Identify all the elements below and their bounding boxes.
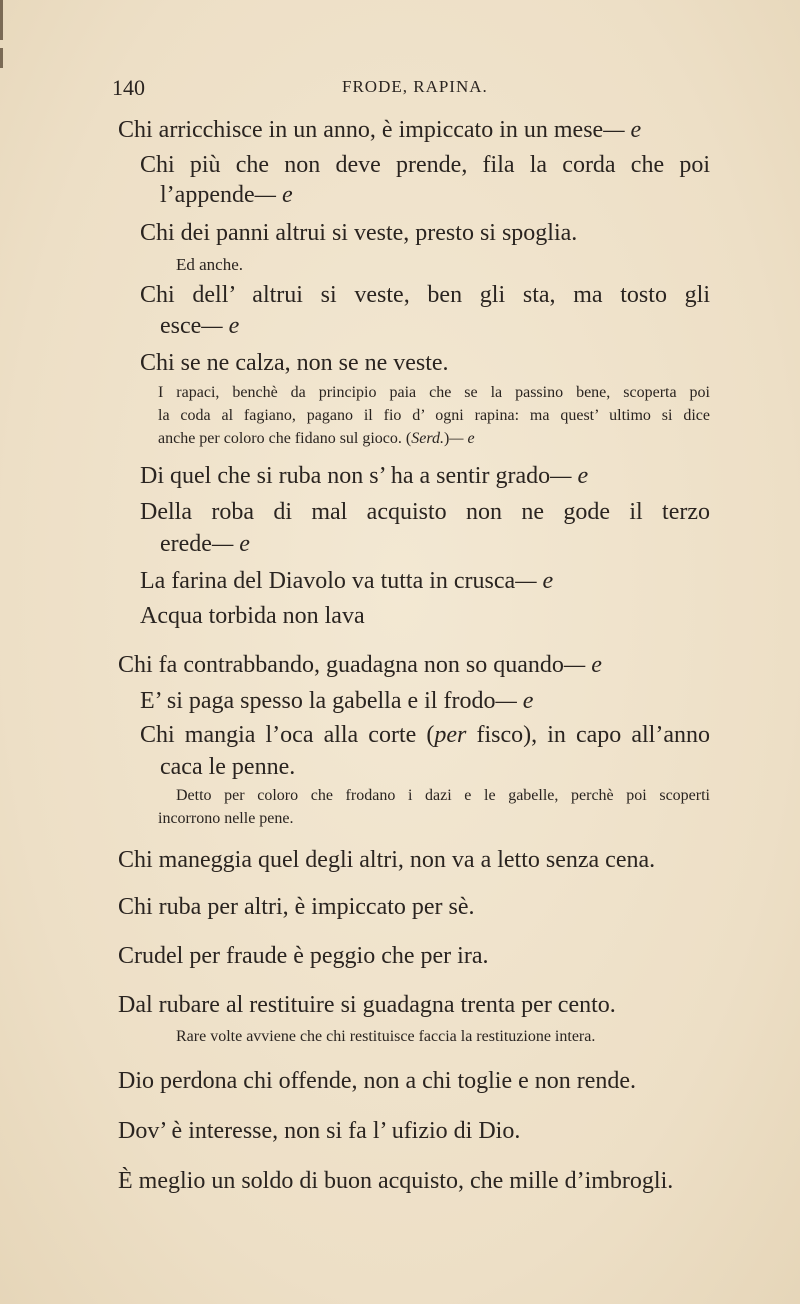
page-edge-mark: [0, 0, 3, 40]
variant-mark: — e: [254, 182, 293, 208]
proverb-line: Acqua torbida non lava: [140, 603, 365, 629]
proverb-line: esce— e: [160, 313, 240, 339]
variant-mark: — e: [563, 652, 602, 678]
variant-mark: — e: [515, 568, 554, 594]
page-header: [112, 75, 712, 105]
proverb-line: La farina del Diavolo va tutta in crusca— e: [140, 568, 554, 594]
proverb-line: Chi mangia l’oca alla corte (per fisco), in capo all’anno: [140, 722, 710, 748]
proverb-line: E’ si paga spesso la gabella e il frodo— e: [140, 688, 534, 714]
proverb-line: Dio perdona chi offende, non a chi toglie e non rende.: [118, 1068, 637, 1094]
running-title: FRODE, RAPINA.: [342, 77, 488, 96]
note-line: I rapaci, benchè da principio paia che se la passino bene, scoperta poi: [158, 384, 710, 401]
variant-mark: — e: [449, 430, 475, 447]
proverb-line: Chi dei panni altrui si veste, presto si spoglia.: [140, 220, 578, 246]
variant-mark: — e: [201, 313, 240, 339]
proverb-line: Dal rubare al restituire si guadagna trenta per cento.: [118, 992, 616, 1018]
proverb-line: Chi se ne calza, non se ne veste.: [140, 350, 449, 376]
proverb-line: Chi dell’ altrui si veste, ben gli sta, ma tosto gli: [140, 282, 710, 308]
note-line: Detto per coloro che frodano i dazi e le gabelle, perchè poi scoperti: [176, 787, 710, 804]
note-line: la coda al fagiano, pagano il fio d’ ogni rapina: ma quest’ ultimo si dice: [158, 407, 710, 424]
proverb-line: l’appende— e: [160, 182, 293, 208]
page-edge-mark: [0, 48, 3, 68]
proverb-line: Crudel per fraude è peggio che per ira.: [118, 943, 489, 969]
proverb-line: Chi ruba per altri, è impiccato per sè.: [118, 894, 475, 920]
note-line: Ed anche.: [176, 255, 244, 274]
proverb-line: È meglio un soldo di buon acquisto, che mille d’imbrogli.: [118, 1168, 674, 1194]
proverb-line: Chi arricchisce in un anno, è impiccato in un mese— e: [118, 117, 642, 143]
note-line: anche per coloro che fidano sul gioco. (Serd.)— e: [158, 430, 475, 447]
proverb-line: Della roba di mal acquisto non ne gode il terzo: [140, 499, 710, 525]
variant-mark: — e: [550, 463, 589, 489]
proverb-line: Chi più che non deve prende, fila la corda che poi: [140, 152, 710, 178]
note-line: incorrono nelle pene.: [158, 810, 294, 827]
page-number: 140: [112, 75, 145, 100]
proverb-line: Chi fa contrabbando, guadagna non so quando— e: [118, 652, 602, 678]
proverb-line: caca le penne.: [160, 754, 296, 780]
note-line: Rare volte avviene che chi restituisce faccia la restituzione intera.: [176, 1028, 596, 1045]
proverb-line: erede— e: [160, 531, 250, 557]
variant-mark: — e: [495, 688, 534, 714]
variant-mark: — e: [211, 531, 250, 557]
citation: Serd.: [411, 430, 444, 447]
variant-mark: — e: [603, 117, 642, 143]
proverb-line: Di quel che si ruba non s’ ha a sentir grado— e: [140, 463, 589, 489]
proverb-line: Chi maneggia quel degli altri, non va a letto senza cena.: [118, 847, 656, 873]
proverb-line: Dov’ è interesse, non si fa l’ ufizio di Dio.: [118, 1118, 521, 1144]
